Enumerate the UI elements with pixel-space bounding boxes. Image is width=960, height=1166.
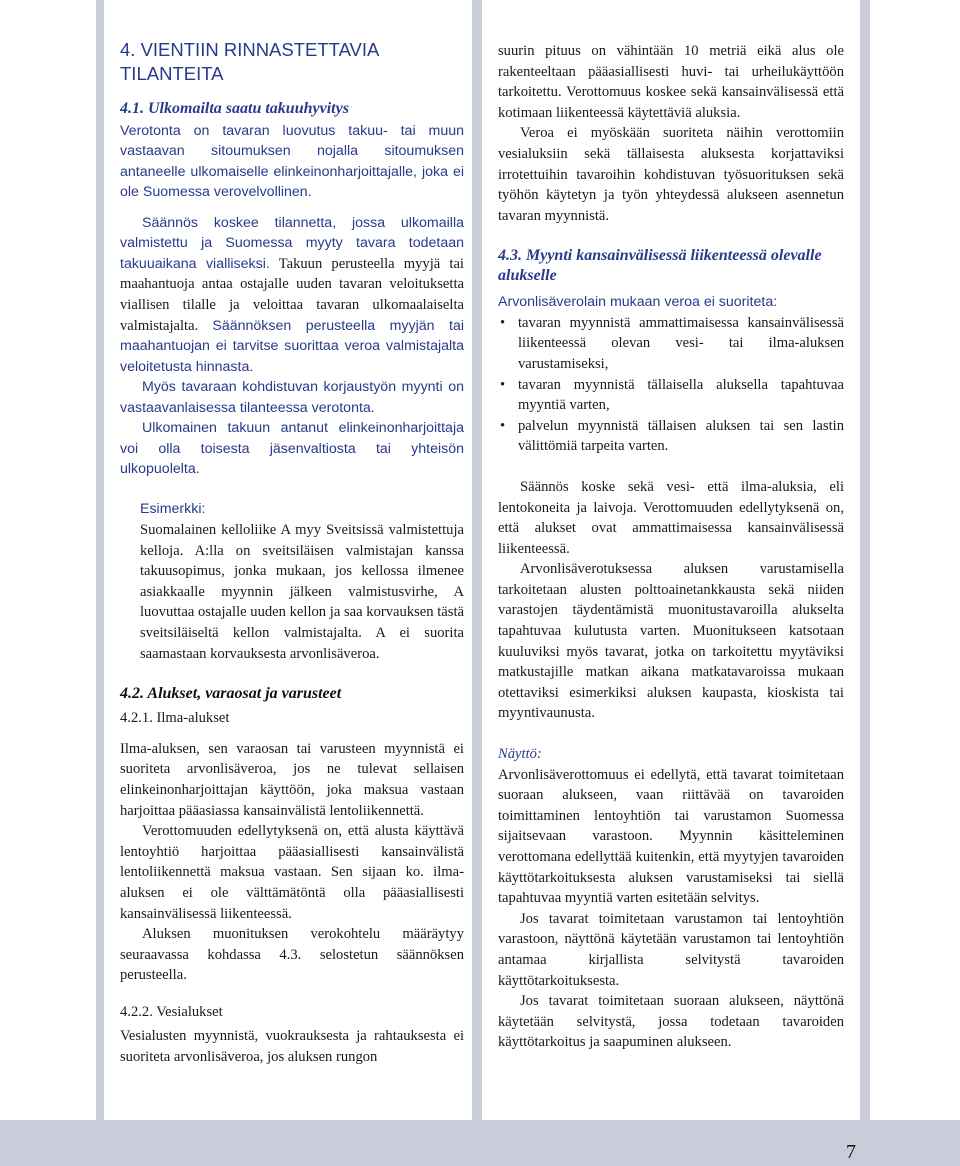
- list-item: • tavaran myynnistä ammattimaisessa kansainvälisessä liikenteessä olevan vesi- tai ilma-aluksen varustamiseksi,: [498, 313, 844, 375]
- section-4-1-paragraph-3: Myös tavaraan kohdistuvan korjaustyön myynti on vastaavanlaisessa tilanteessa verotonta.: [120, 379, 464, 416]
- right-paragraph-7: Jos tavarat toimitetaan suoraan alukseen, näyttönä käytetään selvitystä, jossa todetaan tavaroiden käyttötarkoitus ja saapuminen alukseen.: [498, 993, 844, 1051]
- section-4-2-1-paragraph-2: Verottomuuden edellytyksenä on, että alusta käyttävä lentoyhtiö harjoittaa pääasiallisesti kansainvälistä lentoliikennettä maksua vastaan. Sen sijaan ko. ilma-aluksen ei ole välttämätöntä olla pääasiallisesti kansainvälisessä liikenteessä.: [120, 823, 464, 922]
- section-4-1-title: 4.1. Ulkomailta saatu takuuhyvitys: [120, 100, 349, 117]
- section-4-2-1-paragraph-1: Ilma-aluksen, sen varaosan tai varusteen myynnistä ei suoriteta arvonlisäveroa, jos ne tulevat sellaisen elinkeinonharjoittajan käyttöön, joka maksua vastaan harjoittaa pääasiassa kansainvälistä lentoliikennettä.: [120, 740, 464, 819]
- section-4-2-1-paragraph-3: Aluksen muonituksen verokohtelu määräytyy seuraavassa kohdassa 4.3. selostetun säännöksen perusteella.: [120, 926, 464, 984]
- section-4-3-intro: Arvonlisäverolain mukaan veroa ei suoriteta:: [498, 294, 778, 311]
- section-4-1-paragraph-2b: Takuun perusteella myyjä tai maahantuoja antaa ostajalle uuden tavaran veloituksetta viallisen tilalle ja veloittaa tavaran ulkomaalaiselta valmistajalta.: [120, 255, 464, 334]
- section-4-2-2-paragraph-1: Vesialusten myynnistä, vuokrauksesta ja rahtauksesta ei suoriteta arvonlisäveroa, jos aluksen rungon: [120, 1028, 464, 1066]
- right-paragraph-6: Jos tavarat toimitetaan varustamon tai lentoyhtiön varastoon, näyttönä käytetään varustamon tai lentoyhtiön antamaa kirjallista selvitystä tavaroiden käyttötarkoituksesta.: [498, 910, 844, 989]
- section-4-1-paragraph-4: Ulkomainen takuun antanut elinkeinonharjoittaja voi olla toisesta jäsenvaltiosta tai yhteisön ulkopuolelta.: [120, 420, 464, 477]
- list-item: • tavaran myynnistä tällaisella aluksella tapahtuvaa myyntiä varten,: [498, 375, 844, 416]
- section-4-1-paragraph-2a: Säännös koskee tilannetta, jossa ulkomailla valmistettu ja Suomessa myyty tavara todetaan takuuaikana vialliseksi.: [120, 214, 464, 272]
- section-4-3-bullet-list: [498, 313, 844, 457]
- page-number: 7: [846, 1141, 856, 1163]
- left-column-content: [120, 38, 464, 1068]
- section-4-2-2-title: 4.2.2. Vesialukset: [120, 1003, 223, 1020]
- example-box: [120, 499, 464, 664]
- section-4-1-paragraph-2c: Säännöksen perusteella myyjän tai maahantuojan ei tarvitse suorittaa veroa valmistajalta veloitetusta hinnasta.: [120, 317, 464, 375]
- section-4-1-paragraph-2: [120, 213, 464, 378]
- margin-stripe-left: [96, 0, 104, 1120]
- chapter-heading: 4. VIENTIIN RINNASTETTAVIA TILANTEITA: [120, 39, 379, 84]
- example-label: Esimerkki:: [140, 501, 206, 518]
- right-paragraph-4: Arvonlisäverotuksessa aluksen varustamisella tarkoitetaan alusten polttoainetankkausta sekä niiden varastojen täydentämistä muonitustavaroilla alukselta tapahtuvaa kulutusta varten. Muonitukseen katsotaan kuuluviksi myös tavarat, jotka on tarkoitettu myytäviksi matkustajille matkan aikana matkatavaroissa mukaan otettaviksi esimerkiksi aluksen kaupasta, kioskista tai myyntivaunusta.: [498, 561, 844, 722]
- right-paragraph-1: suurin pituus on vähintään 10 metriä eikä alus ole rakenteeltaan pääasiallisesti huvi- tai urheilukäyttöön tarkoitettu. Verottomuus koskee sekä kansainvälisessä että kotimaan liikenteessä käytettäviä aluksia.: [498, 43, 844, 121]
- margin-stripe-right: [860, 0, 870, 1120]
- footer-band: [0, 1120, 960, 1166]
- list-item: • palvelun myynnistä tällaisen aluksen tai sen lastin välittömiä tarpeita varten.: [498, 416, 844, 457]
- section-4-1-paragraph-1: Verotonta on tavaran luovutus takuu- tai muun vastaavan sitoumuksen nojalla sitoumuksen antaneelle ulkomaiselle elinkeinonharjoittajalle, joka ei ole Suomessa verovelvollinen.: [120, 123, 464, 201]
- naytto-label: Näyttö:: [498, 746, 542, 763]
- column-gutter: [472, 0, 482, 1120]
- example-text: Suomalainen kelloliike A myy Sveitsissä valmistettuja kelloja. A:lla on sveitsiläisen valmistajan kanssa takuusopimus, jonka mukaan, jos kellossa ilmenee asiakkaalle myynnin jälkeen valmistusvirhe, A luovuttaa ostajalle uuden kellon ja saa korvauksen tästä sveitsiläiseltä kellon valmistajalta. A ei suorita saamastaan korvauksesta arvonlisäveroa.: [140, 522, 464, 662]
- section-4-2-1-title: 4.2.1. Ilma-alukset: [120, 710, 230, 727]
- right-paragraph-5: Arvonlisäverottomuus ei edellytä, että tavarat toimitetaan suoraan alukseen, vaan riittävää on tavaroiden toimittaminen lentoyhtiön tai varustamon Suomessa sijaitsevaan varastoon. Myynnin käsitteleminen verottomana edellyttää kuitenkin, että myytyjen tavaroiden käyttötarkoituksesta aluksen varustamiseksi tai siellä tapahtuvaa myyntiä varten esitetään selvitys.: [498, 766, 844, 907]
- right-paragraph-3: Säännös koske sekä vesi- että ilma-aluksia, eli lentokoneita ja laivoja. Verottomuuden edellytyksenä on, että alukset ovat ammattimaisessa kansainvälisessä liikenteessä.: [498, 478, 844, 557]
- section-4-3-title: 4.3. Myynti kansainvälisessä liikenteessä olevalle alukselle: [498, 247, 822, 285]
- left-column: [104, 0, 472, 1120]
- right-paragraph-2: Veroa ei myöskään suoriteta näihin verottomiin vesialuksiin sekä tällaisesta aluksesta korjattaviksi irrotettuihin tavaroihin kohdistuvan työsuorituksen sekä työhön käytetyn ja työn yhteydessä alukseen asennetun tavaran myynnistä.: [498, 125, 844, 224]
- right-column-content: [498, 41, 844, 1053]
- right-column: [482, 0, 860, 1120]
- section-4-2-title: 4.2. Alukset, varaosat ja varusteet: [120, 685, 342, 703]
